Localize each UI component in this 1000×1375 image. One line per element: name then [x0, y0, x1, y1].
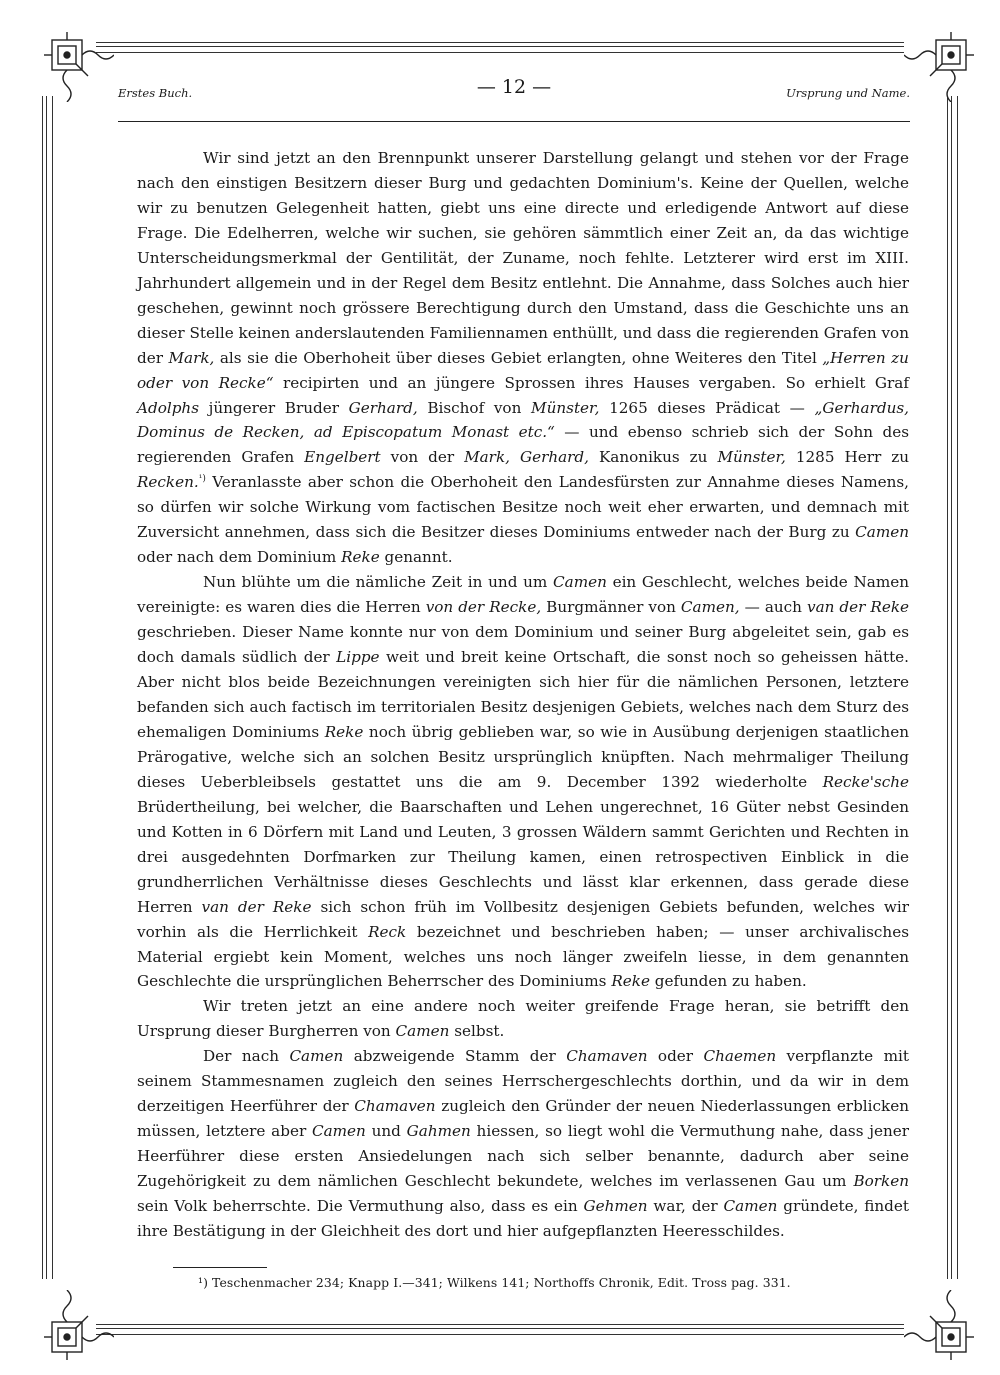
italic-run: Gahmen [406, 1122, 471, 1141]
italic-run: Adolphs [137, 398, 199, 417]
italic-run: van der Reke [201, 897, 312, 916]
text-run: als sie die Oberhoheit über dieses Gebiet erlangten, ohne Weiteres den Titel [214, 348, 823, 367]
text-run: bezeichnet und beschrieben haben; — unser archivalisches Material ergiebt kein Moment, welches uns noch länger zweifeln liesse, in dem genannten Geschlechte die ursprünglichen Beherrscher des Dominiums [137, 922, 909, 991]
header-book-title: Erstes Buch. [118, 86, 193, 100]
italic-run: Reke [341, 548, 380, 567]
paragraph [137, 994, 909, 1044]
italic-run: Camen [855, 523, 909, 542]
text-run: — auch [739, 598, 807, 617]
paragraph [137, 570, 909, 994]
text-run: Brüdertheilung, bei welcher, die Baarschaften und Lehen ungerechnet, 16 Güter nebst Gesinden und Kotten in 6 Dörfern mit Land und Leuten, 3 grossen Wäldern sammt Gerichten und Rechten in drei ausgedehnten Dorfmarken zur Theilung kamen, einen retrospectiven Einblick in die grundherrlichen Verhältnisse dieses Geschlechts und lässt klar erkennen, dass gerade diese Herren [137, 797, 909, 916]
italic-run: Münster, [717, 448, 786, 467]
page-number: — 12 — [476, 76, 552, 98]
paragraph [137, 1044, 909, 1244]
text-run: Der nach [203, 1047, 290, 1066]
italic-run: Chamaven [354, 1097, 436, 1116]
corner-ornament-top-left [42, 30, 114, 102]
text-run: Veranlasste aber schon die Oberhoheit den Landesfürsten zur Annahme dieses Namens, so dürfen wir solche Wirkung vom factischen Besitze noch weit eher erwarten, und demnach mit Zuversicht annehmen, dass sich die Besitzer dieses Dominiums entweder nach der Burg zu [137, 473, 909, 542]
corner-ornament-bottom-right [904, 1290, 976, 1362]
text-run: 1285 Herr zu [785, 448, 909, 467]
text-run: sich schon früh im Vollbesitz desjenigen Gebiets befunden, welches wir vorhin als die Herrlichkeit [137, 897, 910, 941]
text-run: Nun blühte um die nämliche Zeit in und um [203, 573, 554, 592]
text-run: Burgmänner von [541, 598, 681, 617]
italic-run: van der Reke [806, 598, 910, 617]
text-run: hiessen, so liegt wohl die Vermuthung nahe, dass jener Heerführer diese ersten Ansiedelungen nach sich selber benannte, dadurch aber seine Zugehörigkeit zu dem nämlichen Geschlecht bekundete, welches im verlassenen Gau um [137, 1122, 909, 1191]
frame-top-border [96, 42, 904, 53]
text-run: geschrieben. Dieser Name konnte nur von dem Dominium und seiner Burg abgeleitet sein, gab es doch damals südlich der [137, 623, 909, 667]
text-run: war, der [647, 1197, 724, 1216]
footnote-reference: ¹) [198, 474, 206, 485]
text-run: noch übrig geblieben war, so wie in Ausübung derjenigen staatlichen Prärogative, welche sich an solchen Besitz ursprünglich knüpften. Nach mehrmaliger Theilung dieses Ueberbleibsels gestattet uns die am 9. December 1392 wiederholte [137, 722, 909, 791]
frame-left-border [42, 96, 53, 1279]
running-header [118, 76, 910, 106]
text-run: Wir treten jetzt an eine andere noch weiter greifende Frage heran, sie betrifft den Ursprung dieser Burgherren von [137, 997, 909, 1041]
header-rule [118, 121, 910, 122]
italic-run: Mark, [168, 348, 215, 367]
italic-run: Gehmen [583, 1197, 648, 1216]
text-run: oder nach dem Dominium [137, 548, 342, 567]
text-run: 1265 dieses Prädicat — [599, 398, 815, 417]
text-run: jüngerer Bruder [199, 398, 349, 417]
italic-run: Mark, Gerhard, [464, 448, 589, 467]
text-run: zugleich den Gründer der neuen Niederlassungen erblicken müssen, letztere aber [137, 1097, 909, 1141]
text-run: weit und breit keine Ortschaft, die sonst noch so geheissen hätte. Aber nicht blos beide Bezeichnungen vereinigten sich hier für die nämlichen Personen, letztere befanden sich auch factisch im territorialen Besitz desjenigen Gebiets, welches nach dem Sturz des ehemaligen Dominiums [137, 648, 909, 741]
corner-ornament-top-right [904, 30, 976, 102]
italic-run: Gerhard, [348, 398, 418, 417]
italic-run: Chaemen [703, 1047, 777, 1066]
italic-run: Recke'sche [822, 772, 909, 791]
text-run: und [365, 1122, 407, 1141]
italic-run: Camen, [680, 598, 740, 617]
italic-run: Reke [324, 722, 364, 741]
italic-run: „Herren zu oder von Recke“ [137, 348, 909, 392]
text-run: — und ebenso schrieb sich der Sohn des regierenden Grafen [137, 423, 909, 467]
italic-run: von der Recke, [425, 598, 542, 617]
text-run: Wir sind jetzt an den Brennpunkt unserer Darstellung gelangt und stehen vor der Frage nach den einstigen Besitzern dieser Burg und gedachten Dominium's. Keine der Quellen, welche wir zu benutzen Gelegenheit hatten, giebt uns eine directe und erledigende Antwort auf diese Frage. Die Edelherren, welche wir suchen, sie gehören sämmtlich einer Zeit an, da das wichtige Unterscheidungsmerkmal der Gentilität, der Zuname, noch fehlte. Letzterer wird erst im XIII. Jahrhundert allgemein und in der Regel dem Besitz entlehnt. Die Annahme, dass Solches auch hier geschehen, gewinnt noch grössere Berechtigung durch den Umstand, dass die Geschichte uns an dieser Stelle keinen anderslautenden Familiennamen enthüllt, und dass die regierenden Grafen von der [137, 149, 909, 367]
italic-run: Lippe [336, 648, 380, 667]
text-run: abzweigende Stamm der [343, 1047, 567, 1066]
italic-run: Borken [853, 1172, 909, 1191]
text-run: Kanonikus zu [588, 448, 718, 467]
body-text [137, 146, 909, 1244]
frame-bottom-border [96, 1324, 904, 1335]
text-run: recipirten und an jüngere Sprossen ihres Hauses vergaben. So erhielt Graf [273, 373, 909, 392]
corner-ornament-bottom-left [42, 1290, 114, 1362]
italic-run: Reke [611, 972, 650, 991]
text-run: ein Geschlecht, welches beide Namen vereinigte: es waren dies die Herren [137, 573, 909, 617]
header-section-title: Ursprung und Name. [786, 86, 910, 100]
text-run: selbst. [449, 1022, 505, 1041]
text-run: oder [647, 1047, 704, 1066]
text-run: verpflanzte mit seinem Stammesnamen zugleich den seines Herrschergeschlechts dorthin, und da wir in dem derzeitigen Heerführer der [137, 1047, 909, 1116]
italic-run: Chamaven [566, 1047, 648, 1066]
text-run: sein Volk beherrschte. Die Vermuthung also, dass es ein [137, 1197, 584, 1216]
text-run: von der [380, 448, 465, 467]
italic-run: Münster, [531, 398, 600, 417]
frame-right-border [947, 96, 958, 1279]
italic-run: Camen [311, 1122, 366, 1141]
italic-run: Camen [289, 1047, 344, 1066]
text-run: Bischof von [417, 398, 532, 417]
text-run: genannt. [379, 548, 453, 567]
italic-run: Recken. [137, 473, 199, 492]
italic-run: „Gerhardus, Dominus de Recken, ad Episcopatum Monast etc.“ [137, 398, 909, 442]
text-run: gründete, findet ihre Bestätigung in der Gleichheit des dort und hier aufgepflanzten Heeresschildes. [137, 1197, 909, 1240]
italic-run: Camen [723, 1197, 778, 1216]
italic-run: Reck [368, 922, 407, 941]
italic-run: Camen [395, 1022, 450, 1041]
footnote: ¹) Teschenmacher 234; Knapp I.—341; Wilkens 141; Northoffs Chronik, Edit. Tross pag. 331. [198, 1275, 791, 1290]
paragraph [137, 146, 909, 570]
italic-run: Engelbert [304, 448, 381, 467]
text-run: gefunden zu haben. [649, 972, 807, 991]
footnote-rule [173, 1267, 267, 1268]
italic-run: Camen [553, 573, 607, 592]
